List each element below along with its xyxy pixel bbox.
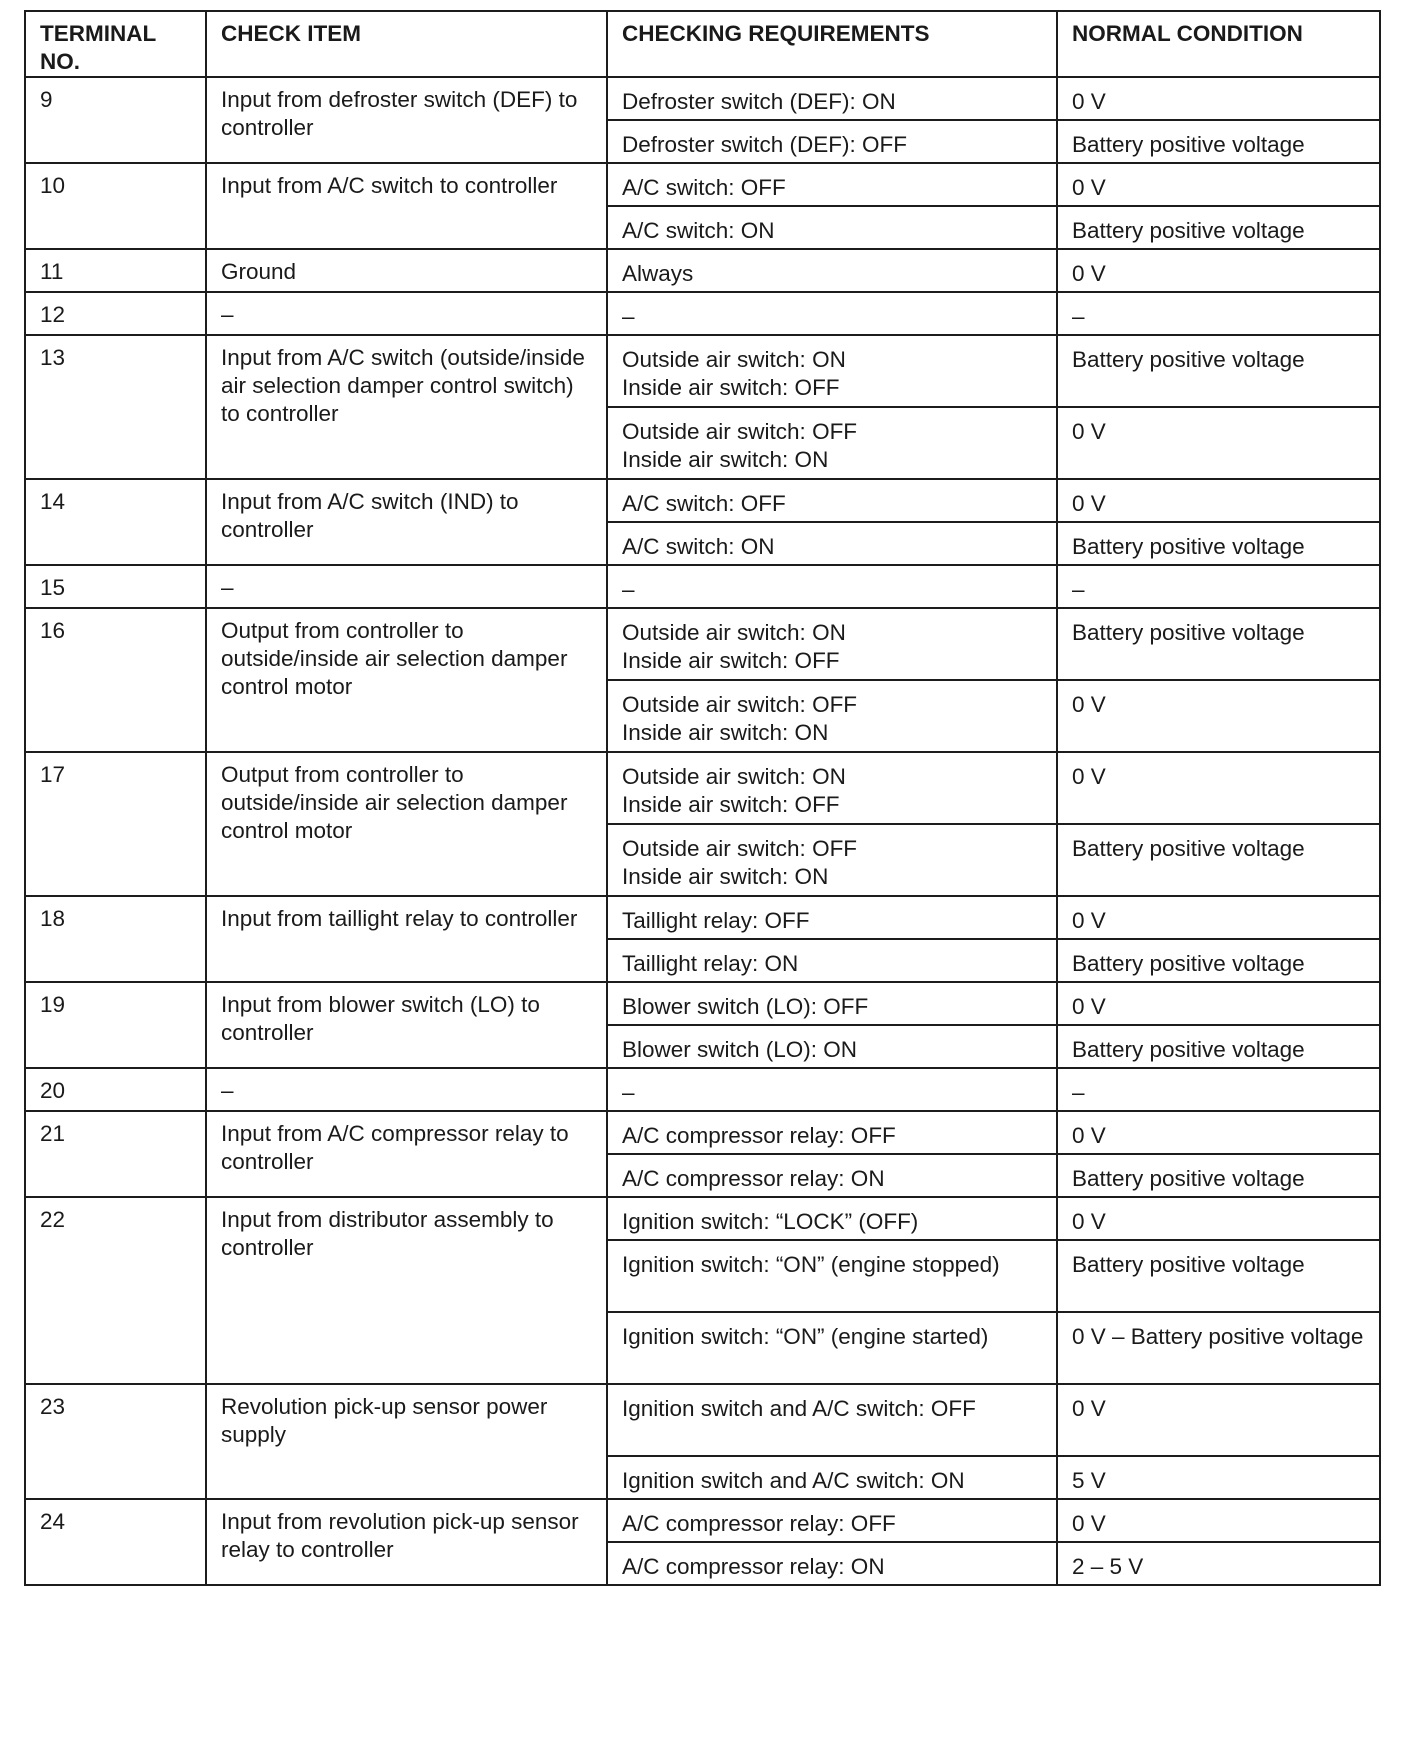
checking-requirement-cell xyxy=(607,292,1057,335)
checking-requirement-cell xyxy=(607,982,1057,1025)
requirement-line: Taillight relay: ON xyxy=(622,951,799,976)
requirement-line: A/C switch: OFF xyxy=(622,491,786,516)
checking-requirement-cell xyxy=(607,206,1057,249)
checking-requirement-cell xyxy=(607,249,1057,292)
normal-condition-cell: Battery positive voltage xyxy=(1057,1025,1380,1068)
normal-condition-cell: 0 V xyxy=(1057,1197,1380,1240)
requirement-line: Blower switch (LO): OFF xyxy=(622,994,869,1019)
terminal-number-cell: 16 xyxy=(25,608,206,752)
checking-requirement-cell xyxy=(607,522,1057,565)
check-item-cell: Input from distributor assembly to controller xyxy=(206,1197,607,1384)
header-normal-condition: NORMAL CONDITION xyxy=(1057,11,1380,77)
check-item-cell: Input from taillight relay to controller xyxy=(206,896,607,982)
normal-condition-cell: – xyxy=(1057,565,1380,608)
requirement-line: A/C compressor relay: OFF xyxy=(622,1123,896,1148)
checking-requirement-cell xyxy=(607,824,1057,896)
check-item-cell: Ground xyxy=(206,249,607,292)
checking-requirement-cell xyxy=(607,565,1057,608)
requirement-line: Always xyxy=(622,261,694,286)
normal-condition-cell: Battery positive voltage xyxy=(1057,206,1380,249)
requirement-line: A/C compressor relay: OFF xyxy=(622,1511,896,1536)
table-row xyxy=(25,1068,1380,1111)
normal-condition-cell: – xyxy=(1057,292,1380,335)
header-row xyxy=(25,11,1380,77)
normal-condition-cell: 0 V xyxy=(1057,249,1380,292)
normal-condition-cell: Battery positive voltage xyxy=(1057,120,1380,163)
checking-requirement-cell xyxy=(607,1456,1057,1499)
check-item-cell: Input from A/C switch (outside/inside air selection damper control switch) to controller xyxy=(206,335,607,479)
terminal-number-cell: 15 xyxy=(25,565,206,608)
checking-requirement-cell xyxy=(607,896,1057,939)
table-row xyxy=(25,249,1380,292)
normal-condition-cell: 0 V – Battery positive voltage xyxy=(1057,1312,1380,1384)
normal-condition-cell: Battery positive voltage xyxy=(1057,1240,1380,1312)
checking-requirement-cell xyxy=(607,939,1057,982)
requirement-line: Ignition switch: “LOCK” (OFF) xyxy=(622,1209,919,1234)
check-item-cell: – xyxy=(206,565,607,608)
check-item-cell: Input from revolution pick-up sensor relay to controller xyxy=(206,1499,607,1585)
header-checking-requirements: CHECKING REQUIREMENTS xyxy=(607,11,1057,77)
checking-requirement-cell xyxy=(607,1197,1057,1240)
table-row xyxy=(25,896,1380,939)
terminal-number-cell: 9 xyxy=(25,77,206,163)
requirement-line: Outside air switch: ON xyxy=(622,347,846,372)
terminal-number-cell: 12 xyxy=(25,292,206,335)
terminal-number-cell: 19 xyxy=(25,982,206,1068)
terminal-check-table-container xyxy=(24,10,1379,1586)
normal-condition-cell: 0 V xyxy=(1057,982,1380,1025)
requirement-line: Ignition switch and A/C switch: ON xyxy=(622,1468,965,1493)
table-row xyxy=(25,608,1380,680)
checking-requirement-cell xyxy=(607,163,1057,206)
requirement-line: Inside air switch: OFF xyxy=(622,792,840,817)
requirement-line: – xyxy=(622,304,635,329)
requirement-line: A/C switch: ON xyxy=(622,534,775,559)
terminal-number-cell: 24 xyxy=(25,1499,206,1585)
requirement-line: A/C switch: ON xyxy=(622,218,775,243)
requirement-line: Outside air switch: ON xyxy=(622,764,846,789)
requirement-line: A/C compressor relay: ON xyxy=(622,1166,885,1191)
table-row xyxy=(25,292,1380,335)
terminal-number-cell: 18 xyxy=(25,896,206,982)
table-row xyxy=(25,565,1380,608)
requirement-line: Blower switch (LO): ON xyxy=(622,1037,858,1062)
normal-condition-cell: 5 V xyxy=(1057,1456,1380,1499)
table-row xyxy=(25,1499,1380,1542)
terminal-number-cell: 21 xyxy=(25,1111,206,1197)
header-terminal-no: TERMINAL NO. xyxy=(25,11,206,77)
checking-requirement-cell xyxy=(607,1240,1057,1312)
checking-requirement-cell xyxy=(607,1068,1057,1111)
requirement-line: – xyxy=(622,1080,635,1105)
terminal-number-cell: 20 xyxy=(25,1068,206,1111)
checking-requirement-cell xyxy=(607,1499,1057,1542)
table-row xyxy=(25,1384,1380,1456)
terminal-check-table xyxy=(24,10,1381,1586)
table-row xyxy=(25,335,1380,407)
check-item-cell: – xyxy=(206,1068,607,1111)
terminal-number-cell: 11 xyxy=(25,249,206,292)
checking-requirement-cell xyxy=(607,680,1057,752)
normal-condition-cell: Battery positive voltage xyxy=(1057,335,1380,407)
requirement-line: – xyxy=(622,577,635,602)
checking-requirement-cell xyxy=(607,1542,1057,1585)
normal-condition-cell: 0 V xyxy=(1057,479,1380,522)
requirement-line: Ignition switch: “ON” (engine stopped) xyxy=(622,1252,1000,1277)
requirement-line: Outside air switch: OFF xyxy=(622,836,858,861)
check-item-cell: Output from controller to outside/inside air selection damper control motor xyxy=(206,752,607,896)
check-item-cell: Input from blower switch (LO) to controller xyxy=(206,982,607,1068)
check-item-cell: Input from A/C compressor relay to controller xyxy=(206,1111,607,1197)
checking-requirement-cell xyxy=(607,407,1057,479)
terminal-number-cell: 23 xyxy=(25,1384,206,1499)
table-row xyxy=(25,479,1380,522)
normal-condition-cell: – xyxy=(1057,1068,1380,1111)
normal-condition-cell: Battery positive voltage xyxy=(1057,939,1380,982)
requirement-line: Inside air switch: ON xyxy=(622,447,829,472)
normal-condition-cell: Battery positive voltage xyxy=(1057,824,1380,896)
normal-condition-cell: 0 V xyxy=(1057,896,1380,939)
table-row xyxy=(25,1111,1380,1154)
check-item-cell: Revolution pick-up sensor power supply xyxy=(206,1384,607,1499)
table-body xyxy=(25,77,1380,1585)
check-item-cell: Output from controller to outside/inside air selection damper control motor xyxy=(206,608,607,752)
requirement-line: Ignition switch: “ON” (engine started) xyxy=(622,1324,989,1349)
table-row xyxy=(25,77,1380,120)
checking-requirement-cell xyxy=(607,120,1057,163)
normal-condition-cell: 0 V xyxy=(1057,163,1380,206)
normal-condition-cell: Battery positive voltage xyxy=(1057,1154,1380,1197)
requirement-line: A/C switch: OFF xyxy=(622,175,786,200)
terminal-number-cell: 10 xyxy=(25,163,206,249)
normal-condition-cell: 2 – 5 V xyxy=(1057,1542,1380,1585)
check-item-cell: Input from A/C switch (IND) to controller xyxy=(206,479,607,565)
requirement-line: Defroster switch (DEF): OFF xyxy=(622,132,908,157)
header-check-item: CHECK ITEM xyxy=(206,11,607,77)
checking-requirement-cell xyxy=(607,1312,1057,1384)
requirement-line: Inside air switch: OFF xyxy=(622,648,840,673)
requirement-line: Ignition switch and A/C switch: OFF xyxy=(622,1396,976,1421)
terminal-number-cell: 13 xyxy=(25,335,206,479)
checking-requirement-cell xyxy=(607,77,1057,120)
requirement-line: Outside air switch: OFF xyxy=(622,692,858,717)
normal-condition-cell: 0 V xyxy=(1057,1499,1380,1542)
normal-condition-cell: 0 V xyxy=(1057,407,1380,479)
checking-requirement-cell xyxy=(607,752,1057,824)
terminal-number-cell: 22 xyxy=(25,1197,206,1384)
checking-requirement-cell xyxy=(607,479,1057,522)
checking-requirement-cell xyxy=(607,1384,1057,1456)
requirement-line: Taillight relay: OFF xyxy=(622,908,810,933)
terminal-number-cell: 17 xyxy=(25,752,206,896)
checking-requirement-cell xyxy=(607,1154,1057,1197)
requirement-line: Inside air switch: OFF xyxy=(622,375,840,400)
normal-condition-cell: Battery positive voltage xyxy=(1057,522,1380,565)
checking-requirement-cell xyxy=(607,335,1057,407)
requirement-line: Inside air switch: ON xyxy=(622,720,829,745)
check-item-cell: Input from defroster switch (DEF) to controller xyxy=(206,77,607,163)
normal-condition-cell: 0 V xyxy=(1057,752,1380,824)
normal-condition-cell: 0 V xyxy=(1057,1111,1380,1154)
table-row xyxy=(25,752,1380,824)
normal-condition-cell: 0 V xyxy=(1057,77,1380,120)
table-row xyxy=(25,163,1380,206)
table-row xyxy=(25,982,1380,1025)
requirement-line: A/C compressor relay: ON xyxy=(622,1554,885,1579)
requirement-line: Outside air switch: OFF xyxy=(622,419,858,444)
requirement-line: Defroster switch (DEF): ON xyxy=(622,89,896,114)
terminal-number-cell: 14 xyxy=(25,479,206,565)
normal-condition-cell: Battery positive voltage xyxy=(1057,608,1380,680)
requirement-line: Inside air switch: ON xyxy=(622,864,829,889)
checking-requirement-cell xyxy=(607,608,1057,680)
table-row xyxy=(25,1197,1380,1240)
requirement-line: Outside air switch: ON xyxy=(622,620,846,645)
normal-condition-cell: 0 V xyxy=(1057,1384,1380,1456)
check-item-cell: – xyxy=(206,292,607,335)
checking-requirement-cell xyxy=(607,1025,1057,1068)
normal-condition-cell: 0 V xyxy=(1057,680,1380,752)
check-item-cell: Input from A/C switch to controller xyxy=(206,163,607,249)
checking-requirement-cell xyxy=(607,1111,1057,1154)
